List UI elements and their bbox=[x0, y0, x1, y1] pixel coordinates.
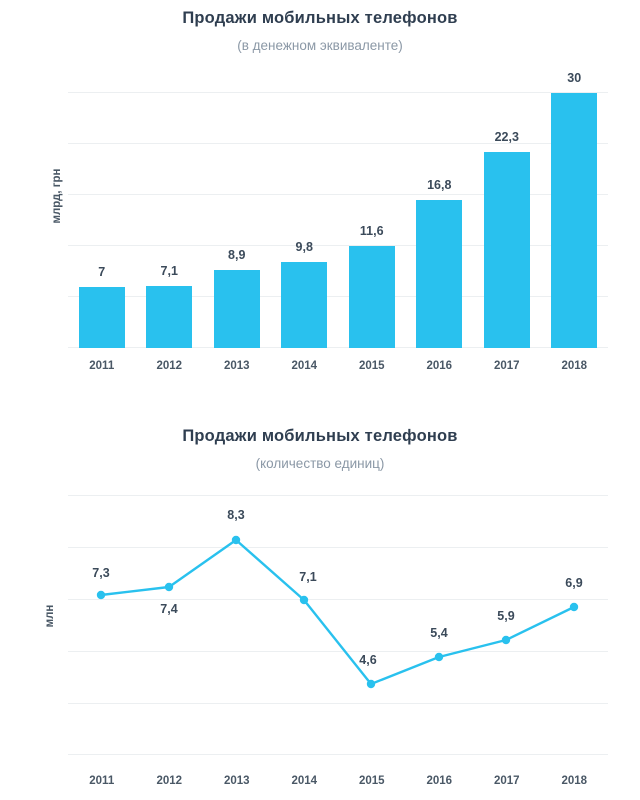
bar-value-label: 16,8 bbox=[427, 178, 452, 192]
bar-value-label: 7 bbox=[98, 265, 106, 279]
x-tick: 2016 bbox=[426, 775, 453, 787]
x-tick: 2011 bbox=[89, 360, 115, 372]
x-tick: 2017 bbox=[493, 360, 520, 372]
bar-chart-y-axis-label: млрд, грн bbox=[51, 168, 63, 224]
point-value-label: 7,1 bbox=[299, 570, 317, 584]
x-tick: 2018 bbox=[561, 775, 588, 787]
bar[interactable] bbox=[416, 200, 462, 348]
x-tick: 2012 bbox=[156, 360, 183, 372]
bar[interactable] bbox=[349, 246, 395, 348]
bar-chart-block bbox=[0, 0, 640, 395]
line-chart-y-axis-label: млн bbox=[44, 604, 56, 628]
point-value-label: 8,3 bbox=[227, 508, 245, 522]
line-chart-x-axis bbox=[68, 775, 608, 787]
x-tick: 2014 bbox=[291, 775, 318, 787]
line-chart-block bbox=[0, 415, 640, 800]
bar[interactable] bbox=[281, 262, 327, 348]
bar-value-label: 11,6 bbox=[359, 224, 384, 238]
bar-item bbox=[68, 92, 136, 348]
bar-item bbox=[271, 92, 339, 348]
bar[interactable] bbox=[79, 287, 125, 348]
bar-value-label: 7,1 bbox=[160, 264, 178, 278]
bar-series bbox=[68, 71, 608, 348]
bar-item bbox=[406, 92, 474, 348]
bar[interactable] bbox=[214, 270, 260, 348]
bar-value-label: 22,3 bbox=[494, 130, 519, 144]
bar-item bbox=[473, 92, 541, 348]
bar-chart-subtitle: (в денежном эквиваленте) bbox=[237, 38, 403, 53]
bar-item bbox=[203, 92, 271, 348]
x-tick: 2012 bbox=[156, 775, 183, 787]
x-tick: 2013 bbox=[223, 775, 250, 787]
bar-value-label: 30 bbox=[567, 71, 582, 85]
line-series bbox=[68, 495, 608, 755]
point-value-label: 7,3 bbox=[92, 566, 110, 580]
x-tick: 2013 bbox=[223, 360, 250, 372]
bar-item bbox=[541, 71, 609, 348]
point-value-label: 5,9 bbox=[497, 609, 515, 623]
line-chart-title: Продажи мобильных телефонов bbox=[182, 427, 458, 445]
line-chart-plot-area bbox=[68, 495, 608, 787]
point-value-label: 4,6 bbox=[359, 653, 377, 667]
bar-chart-title: Продажи мобильных телефонов bbox=[182, 9, 458, 27]
bar[interactable] bbox=[484, 152, 530, 348]
x-tick: 2016 bbox=[426, 360, 453, 372]
x-tick: 2015 bbox=[358, 360, 385, 372]
bar-value-label: 9,8 bbox=[295, 240, 313, 254]
point-value-label: 6,9 bbox=[565, 576, 583, 590]
bar[interactable] bbox=[146, 286, 192, 348]
bar-value-label: 8,9 bbox=[228, 248, 246, 262]
point-value-label: 5,4 bbox=[430, 626, 448, 640]
bar-chart-x-axis bbox=[68, 360, 608, 372]
x-tick: 2014 bbox=[291, 360, 318, 372]
x-tick: 2011 bbox=[89, 775, 115, 787]
x-tick: 2017 bbox=[493, 775, 520, 787]
bar[interactable] bbox=[551, 93, 597, 348]
bar-item bbox=[136, 92, 204, 348]
bar-item bbox=[338, 92, 406, 348]
x-tick: 2015 bbox=[358, 775, 385, 787]
bar-chart-plot-area bbox=[68, 71, 608, 372]
point-value-label: 7,4 bbox=[160, 602, 178, 616]
line-chart-subtitle: (количество единиц) bbox=[255, 456, 385, 471]
x-tick: 2018 bbox=[561, 360, 588, 372]
